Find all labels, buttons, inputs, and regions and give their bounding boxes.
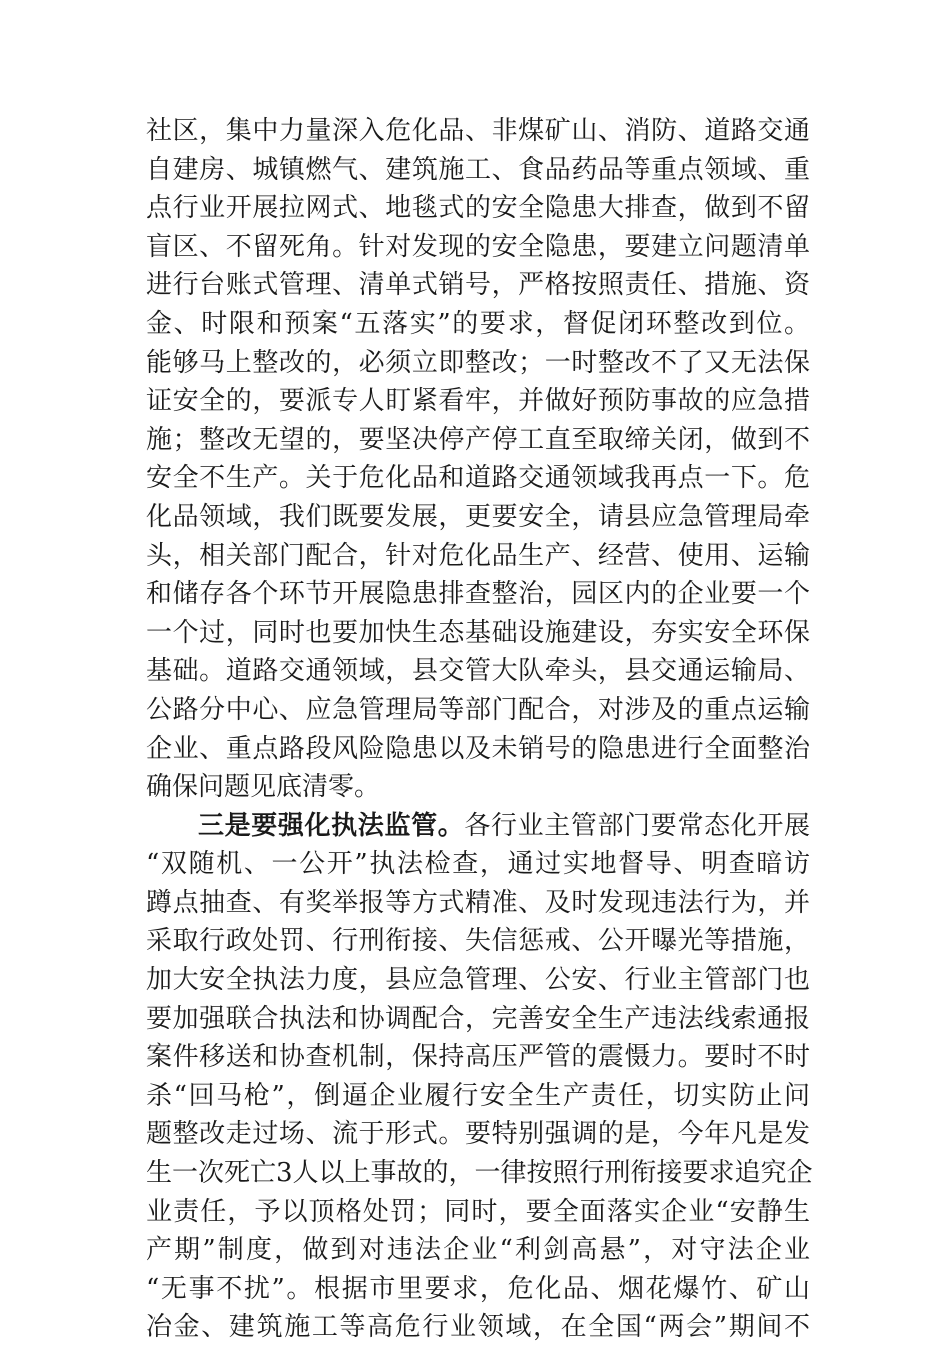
text-line: 要加强联合执法和协调配合，完善安全生产违法线索通报 [146,1003,810,1034]
text-line: 生一次死亡3人以上事故的，一律按照行刑衔接要求追究企 [146,1158,813,1189]
paragraph-first-line [146,807,810,846]
text-line: 一个过，同时也要加快生态基础设施建设，夯实安全环保 [146,617,810,648]
text-line: 点行业开展拉网式、地毯式的安全隐患大排查，做到不留 [146,193,810,224]
text-line: 金、时限和预案“五落实”的要求，督促闭环整改到位。 [146,308,810,339]
text-line: 业责任，予以顶格处罚；同时，要全面落实企业“安静生 [146,1196,810,1227]
text-line: 证安全的，要派专人盯紧看牢，并做好预防事故的应急措 [146,386,810,417]
text-line: 加大安全执法力度，县应急管理、公安、行业主管部门也 [146,965,810,996]
text-line: 杀“回马枪”，倒逼企业履行安全生产责任，切实防止问 [146,1080,810,1111]
text-line: 案件移送和协查机制，保持高压严管的震慑力。要时不时 [146,1042,810,1073]
heading-followup-text: 各行业主管部门要常态化开展 [464,810,810,841]
text-line: 进行台账式管理、清单式销号，严格按照责任、措施、资 [146,270,810,301]
text-line: 盲区、不留死角。针对发现的安全隐患，要建立问题清单 [146,231,810,262]
text-line: 化品领域，我们既要发展，更要安全，请县应急管理局牵 [146,501,810,532]
text-line: 冶金、建筑施工等高危行业领域，在全国“两会”期间不 [146,1312,810,1343]
text-line: 头，相关部门配合，针对危化品生产、经营、使用、运输 [146,540,810,571]
text-line: 产期”制度，做到对违法企业“利剑高悬”，对守法企业 [146,1235,810,1266]
text-line: “双随机、一公开”执法检查，通过实地督导、明查暗访 [146,849,810,880]
section-heading: 三是要强化执法监管。 [198,810,465,841]
paragraph-hazard-inspection [146,112,810,807]
text-line: 能够马上整改的，必须立即整改；一时整改不了又无法保 [146,347,810,378]
paragraph-law-enforcement [146,807,813,1347]
text-line: 蹲点抽查、有奖举报等方式精准、及时发现违法行为，并 [146,887,810,918]
text-line: 社区，集中力量深入危化品、非煤矿山、消防、道路交通 [146,116,810,146]
text-line: 确保问题见底清零。 [146,772,381,803]
text-line: “无事不扰”。根据市里要求，危化品、烟花爆竹、矿山 [146,1273,810,1304]
text-line: 题整改走过场、流于形式。要特别强调的是，今年凡是发 [146,1119,810,1150]
text-line: 自建房、城镇燃气、建筑施工、食品药品等重点领域、重 [146,154,810,185]
text-line: 公路分中心、应急管理局等部门配合，对涉及的重点运输 [146,694,810,725]
text-line: 和储存各个环节开展隐患排查整治，园区内的企业要一个 [146,579,810,610]
body-text [146,112,813,1347]
text-line: 施；整改无望的，要坚决停产停工直至取缔关闭，做到不 [146,424,810,455]
text-line: 安全不生产。关于危化品和道路交通领域我再点一下。危 [146,463,810,494]
text-line: 采取行政处罚、行刑衔接、失信惩戒、公开曝光等措施， [146,926,810,957]
text-line: 企业、重点路段风险隐患以及未销号的隐患进行全面整治 [146,733,810,764]
text-line: 基础。道路交通领域，县交管大队牵头，县交通运输局、 [146,656,810,687]
